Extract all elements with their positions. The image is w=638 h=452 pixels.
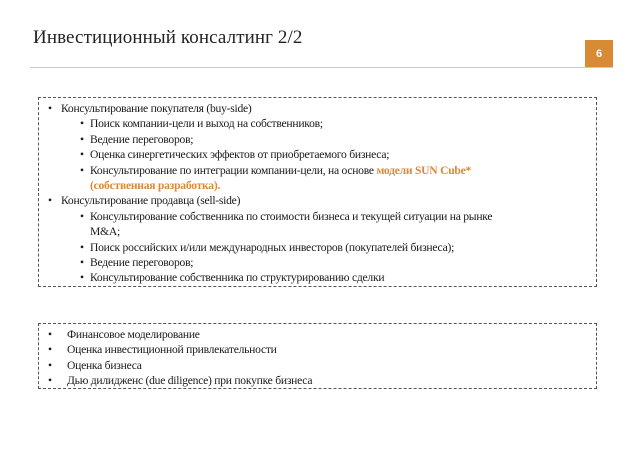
sell-side-heading: • Консультирование продавца (sell-side)	[39, 193, 596, 208]
service-item: • Оценка инвестиционной привлекательности	[39, 342, 596, 357]
title-divider	[30, 67, 613, 68]
sell-side-item: • Консультирование собственника по стоимости бизнеса и текущей ситуации на рынке	[39, 209, 596, 224]
service-item: • Дью дилидженс (due diligence) при покупке бизнеса	[39, 373, 596, 388]
buy-side-heading: • Консультирование покупателя (buy-side)	[39, 101, 596, 116]
integration-text: Консультирование по интеграции компании-цели, на основе	[90, 163, 377, 177]
sell-side-item: • Поиск российских и/или международных инвесторов (покупателей бизнеса);	[39, 240, 596, 255]
service-item: • Оценка бизнеса	[39, 358, 596, 373]
consulting-list	[39, 101, 596, 286]
sun-cube-note	[39, 178, 596, 193]
sun-cube-highlight: модели SUN Cube*	[376, 163, 472, 177]
buy-side-integration-item	[39, 163, 596, 178]
consulting-panel	[38, 97, 597, 287]
slide-title: Инвестиционный консалтинг 2/2	[33, 27, 303, 48]
page-number-badge: 6	[585, 40, 613, 68]
buy-side-item: • Ведение переговоров;	[39, 132, 596, 147]
sell-side-item-continuation: M&A;	[90, 225, 120, 239]
own-development-highlight: (собственная разработка).	[90, 179, 221, 193]
sell-side-item: • Консультирование собственника по структурированию сделки	[39, 270, 596, 285]
services-list	[39, 327, 596, 389]
service-item: • Финансовое моделирование	[39, 327, 596, 342]
buy-side-item: • Поиск компании-цели и выход на собственников;	[39, 116, 596, 131]
sell-side-item: • Ведение переговоров;	[39, 255, 596, 270]
buy-side-item: • Оценка синергетических эффектов от приобретаемого бизнеса;	[39, 147, 596, 162]
services-panel	[38, 323, 597, 389]
